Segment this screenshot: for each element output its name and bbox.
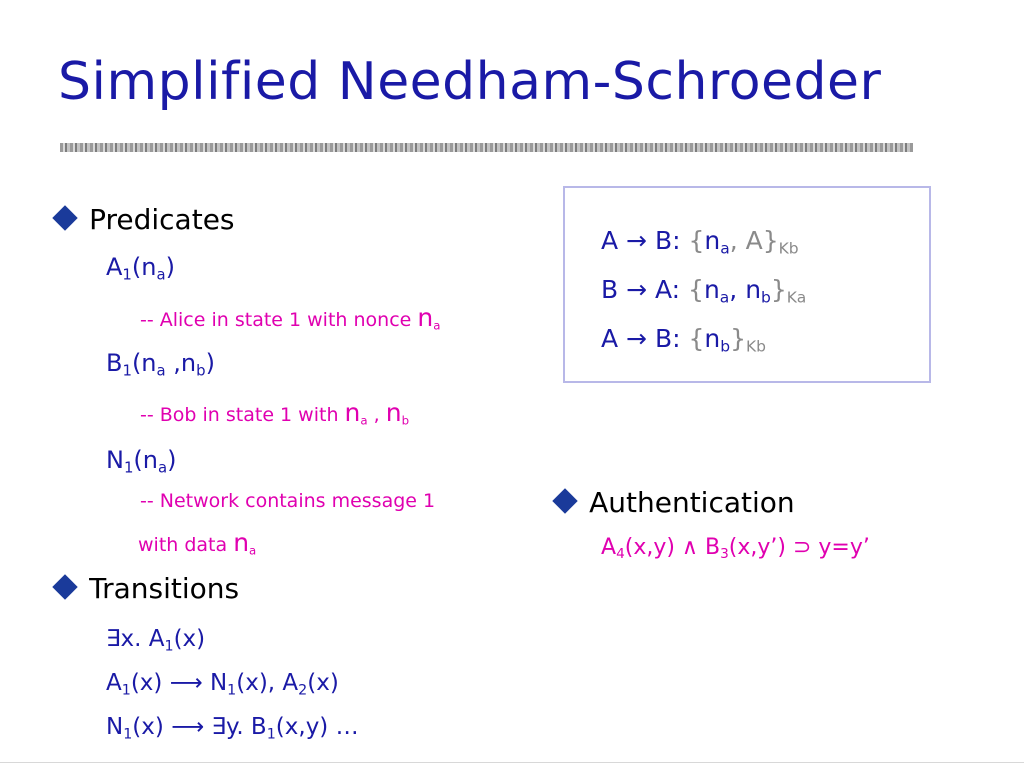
protocol-message-2: B → A: {$n_a$, $n_b\}_{Ka}$	[601, 275, 807, 307]
predicate-n1-comment-line1: -- Network contains message 1	[140, 490, 436, 512]
title-divider	[60, 143, 913, 152]
predicate-a1: $A_1(n_a)$	[106, 253, 175, 284]
transition-3: $N_1(x)$ ⟶ ∃y. $B_1(x,y)$ …	[106, 714, 359, 743]
footer-divider	[0, 762, 1024, 763]
transitions-heading: Transitions	[89, 572, 240, 605]
transition-2: $A_1(x)$ ⟶ $N_1(x)$, $A_2(x)$	[106, 670, 339, 699]
predicates-heading: Predicates	[89, 203, 235, 236]
predicate-a1-comment: -- Alice in state 1 with nonce $n_a$	[140, 303, 441, 333]
protocol-message-3: A → B: $\{n_b\}_{Kb}$	[601, 324, 766, 356]
transition-1: ∃x. $A_1(x)$	[106, 626, 206, 655]
slide-title: Simplified Needham-Schroeder	[58, 52, 882, 112]
authentication-heading-row	[556, 486, 795, 519]
predicate-n1-comment-line2: with data $n_a$	[138, 528, 257, 558]
diamond-bullet-icon	[52, 205, 77, 230]
transitions-heading-row	[56, 572, 239, 605]
predicate-b1-comment: -- Bob in state 1 with $n_a$ , $n_b$	[140, 398, 410, 428]
protocol-message-1: A → B: {$n_a$, $A\}_{Kb}$	[601, 226, 799, 258]
predicate-n1: $N_1(n_a)$	[106, 446, 177, 477]
authentication-heading: Authentication	[589, 486, 795, 519]
predicate-b1: $B_1(n_a$ $,n_b$)	[106, 349, 215, 380]
predicates-heading-row	[56, 203, 235, 236]
authentication-formula: $A_4(x,y)$ ∧ $B_3(x,y’)$ ⊃ y=y’	[601, 535, 870, 563]
diamond-bullet-icon	[52, 574, 77, 599]
diamond-bullet-icon	[552, 488, 577, 513]
